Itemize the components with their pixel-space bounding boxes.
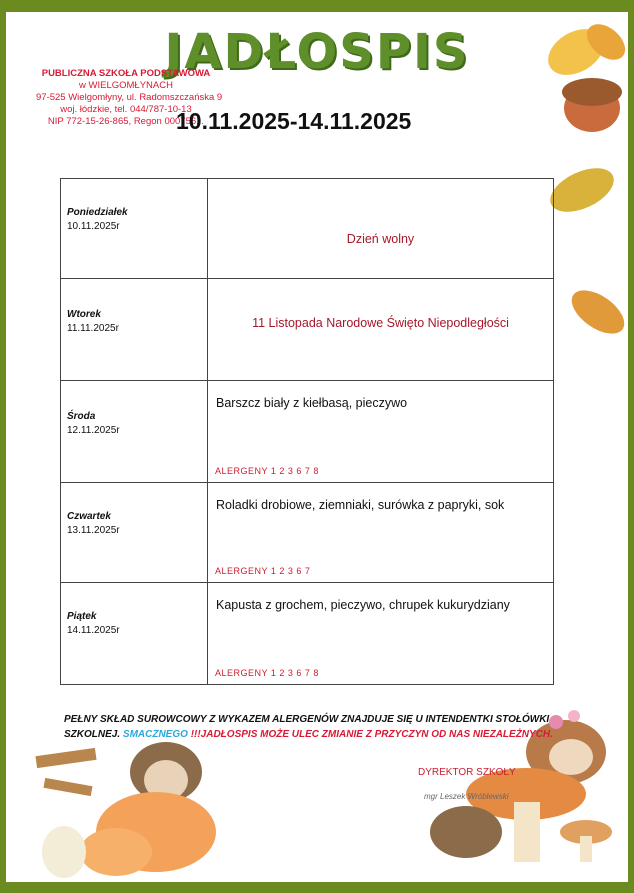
holiday-note: Dzień wolny: [346, 232, 415, 246]
day-cell: [61, 583, 208, 685]
holiday-note: 11 Listopada Narodowe Święto Niepodległości: [252, 316, 509, 330]
table-row: [61, 279, 554, 381]
allergen-info-note: [64, 712, 554, 742]
menu-page: [6, 12, 628, 882]
allergens-label: ALERGENY 1 2 3 6 7 8: [215, 668, 319, 678]
allergens-label: ALERGENY 1 2 3 6 7 8: [215, 466, 319, 476]
meal-description: Roladki drobiowe, ziemniaki, surówka z papryki, sok: [216, 498, 505, 512]
meal-cell: [208, 381, 554, 483]
stamp-line: 97-525 Wielgomłyny, ul. Radomszczańska 9: [36, 92, 223, 103]
meal-cell: [208, 279, 554, 381]
footer-text: PEŁNY SKŁAD SUROWCOWY Z WYKAZEM ALERGENÓW ZNAJDUJE SIĘ U INTENDENTKI STOŁÓWKI SZKOLNEJ.: [64, 714, 550, 740]
pumpkin-hedgehog-decoration: [16, 732, 246, 882]
day-cell: [61, 381, 208, 483]
meal-cell: [208, 483, 554, 583]
stamp-line: w WIELGOMŁYNACH: [79, 80, 173, 91]
day-cell: [61, 483, 208, 583]
day-date: 11.11.2025r: [67, 323, 119, 334]
table-row: [61, 583, 554, 685]
day-date: 10.11.2025r: [67, 221, 120, 232]
table-row: [61, 179, 554, 279]
allergens-label: ALERGENY 1 2 3 6 7: [215, 566, 311, 576]
page-title: JADŁOSPIS: [164, 24, 470, 80]
day-name: Czwartek: [67, 511, 111, 522]
stamp-line: NIP 772-15-26-865, Regon 000756...: [47, 116, 205, 127]
footer-smacznego: SMACZNEGO: [122, 729, 188, 740]
director-name: mgr Leszek Wróblewski: [424, 792, 509, 801]
footer-warning: !!!JADŁOSPIS MOŻE ULEC ZMIANIE Z PRZYCZYN OD NAS NIEZALEŻNYCH.: [190, 729, 553, 740]
day-cell: [61, 179, 208, 279]
director-signature: [418, 767, 516, 801]
director-title: DYREKTOR SZKOŁY: [418, 767, 516, 778]
day-name: Piątek: [67, 611, 97, 622]
day-date: 14.11.2025r: [67, 625, 120, 636]
meal-description: Barszcz biały z kiełbasą, pieczywo: [216, 396, 408, 410]
stamp-line: woj. łódzkie, tel. 044/787-10-13: [60, 104, 192, 115]
meal-description: Kapusta z grochem, pieczywo, chrupek kukurydziany: [216, 598, 510, 612]
date-range: 10.11.2025-14.11.2025: [176, 108, 412, 134]
day-name: Poniedziałek: [67, 207, 128, 218]
meal-cell: [208, 179, 554, 279]
day-name: Środa: [67, 411, 96, 422]
stamp-line: PUBLICZNA SZKOŁA PODSTAWOWA: [41, 68, 211, 79]
meal-cell: [208, 583, 554, 685]
table-row: [61, 483, 554, 583]
day-cell: [61, 279, 208, 381]
table-row: [61, 381, 554, 483]
day-date: 12.11.2025r: [67, 425, 120, 436]
day-date: 13.11.2025r: [67, 525, 120, 536]
day-name: Wtorek: [67, 309, 101, 320]
menu-table: [60, 178, 554, 685]
